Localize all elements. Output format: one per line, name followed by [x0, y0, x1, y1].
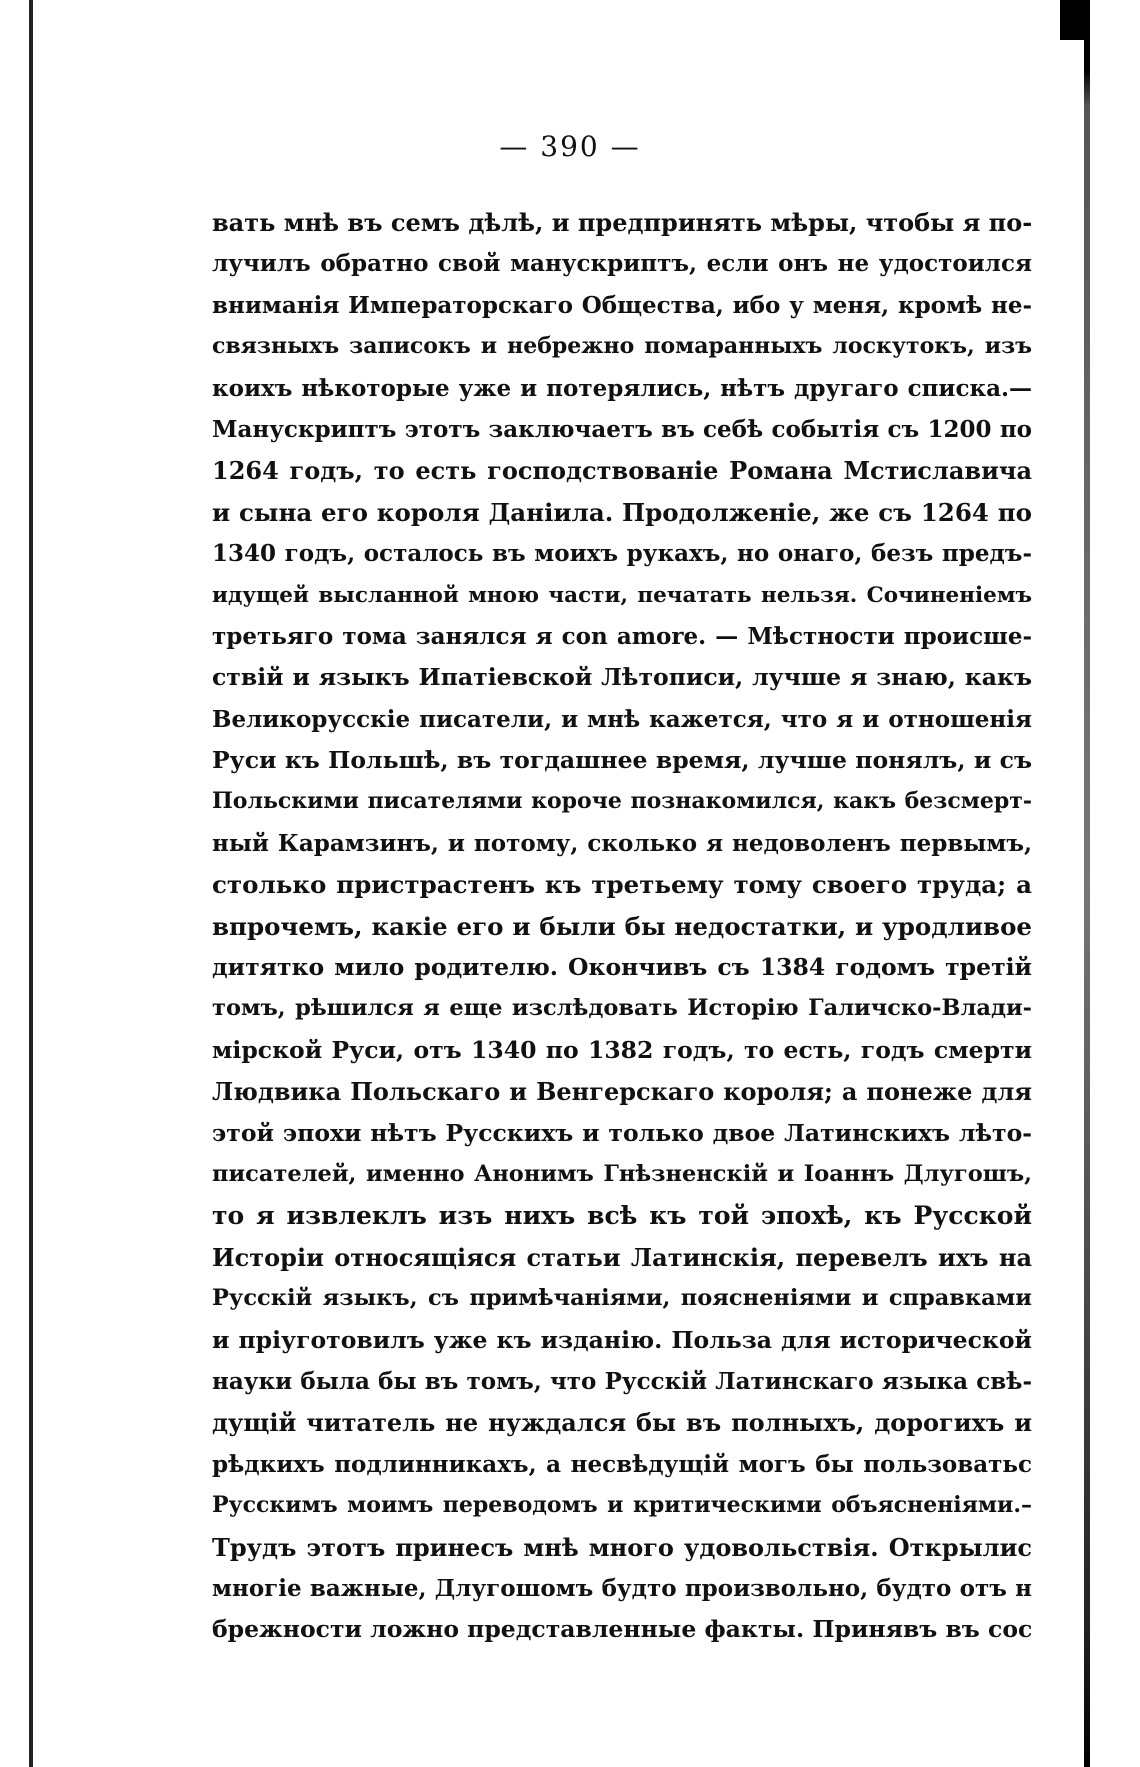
scan-edge-corner — [1060, 0, 1090, 40]
page-number: — 390 — — [499, 130, 641, 163]
text-line: третьяго тома занялся я con amore. — Мѣстности происше- — [212, 622, 1032, 650]
text-line: вниманія Императорскаго Общества, ибо у меня, кромѣ не- — [212, 291, 1032, 319]
text-line: 1264 годъ, то есть господствованіе Романа Мстиславича — [212, 456, 1032, 486]
text-line: Русскимъ моимъ переводомъ и критическими объясненіями.– — [212, 1492, 1032, 1519]
text-line: идущей высланной мною части, печатать нельзя. Сочиненіемъ — [212, 582, 1032, 608]
text-line: связныхъ записокъ и небрежно помаранныхъ лоскутокъ, изъ — [212, 333, 1032, 360]
text-line: Манускриптъ этотъ заключаетъ въ себѣ событія съ 1200 по — [212, 415, 1032, 443]
text-line: Исторіи относящіяся статьи Латинскія, перевелъ ихъ на — [212, 1242, 1032, 1272]
text-line: рѣдкихъ подлинникахъ, а несвѣдущій могъ бы пользоватьс — [212, 1450, 1032, 1478]
text-line: Руси къ Польшѣ, въ тогдашнее время, лучше понялъ, и съ — [212, 746, 1032, 775]
text-line: Людвика Польскаго и Венгерскаго короля; а понеже для — [212, 1077, 1032, 1107]
text-line: коихъ нѣкоторые уже и потерялись, нѣтъ другаго списка.— — [212, 374, 1032, 402]
text-line: дущій читатель не нуждался бы въ полныхъ, дорогихъ и — [212, 1408, 1032, 1438]
scan-edge-right — [1084, 0, 1090, 1767]
text-line: мірской Руси, отъ 1340 по 1382 годъ, то есть, годъ смерти — [212, 1035, 1032, 1064]
text-line: Трудъ этотъ принесъ мнѣ много удовольствія. Открылис — [212, 1532, 1032, 1562]
text-line: ный Карамзинъ, и потому, сколько я недоволенъ первымъ, — [212, 829, 1032, 857]
text-line: этой эпохи нѣтъ Русскихъ и только двое Латинскихъ лѣто- — [212, 1118, 1032, 1147]
text-line: 1340 годъ, осталось въ моихъ рукахъ, но онаго, безъ предъ- — [212, 540, 1032, 568]
text-line: вать мнѣ въ семъ дѣлѣ, и предпринять мѣры, чтобы я по- — [212, 208, 1032, 237]
text-line: столько пристрастенъ къ третьему тому своего труда; а — [212, 870, 1032, 900]
text-line: и пріуготовилъ уже къ изданію. Польза для исторической — [212, 1325, 1032, 1354]
text-line: и сына его короля Даніила. Продолженіе, же съ 1264 по — [212, 497, 1032, 527]
text-line: писателей, именно Анонимъ Гнѣзненскій и Іоаннъ Длугошъ, — [212, 1160, 1032, 1187]
text-line: Русскій языкъ, съ примѣчаніями, поясненіями и справками — [212, 1285, 1032, 1312]
text-line: брежности ложно представленные факты. Принявъ въ сос — [212, 1615, 1032, 1644]
text-line: впрочемъ, какіе его и были бы недостатки, и уродливое — [212, 911, 1032, 941]
text-line: науки была бы въ томъ, что Русскій Латинскаго языка свѣ- — [212, 1367, 1032, 1395]
body-text — [212, 202, 1032, 1651]
text-line: томъ, рѣшился я еще изслѣдовать Исторію Галичско-Влади- — [212, 995, 1032, 1022]
text-line: Польскими писателями короче познакомился, какъ безсмерт- — [212, 788, 1032, 815]
text-line: дитятко мило родителю. Окончивъ съ 1384 годомъ третій — [212, 953, 1032, 982]
text-line: то я извлеклъ изъ нихъ всѣ къ той эпохѣ, къ Русской — [212, 1201, 1032, 1231]
text-line: многіе важные, Длугошомъ будто произвольно, будто отъ н — [212, 1574, 1032, 1602]
text-line: ствій и языкъ Ипатіевской Лѣтописи, лучше я знаю, какъ — [212, 663, 1032, 692]
scan-edge-left — [29, 0, 33, 1767]
text-line: лучилъ обратно свой манускриптъ, если онъ не удостоился — [212, 250, 1032, 278]
text-line: Великорусскіе писатели, и мнѣ кажется, что я и отношенія — [212, 705, 1032, 733]
